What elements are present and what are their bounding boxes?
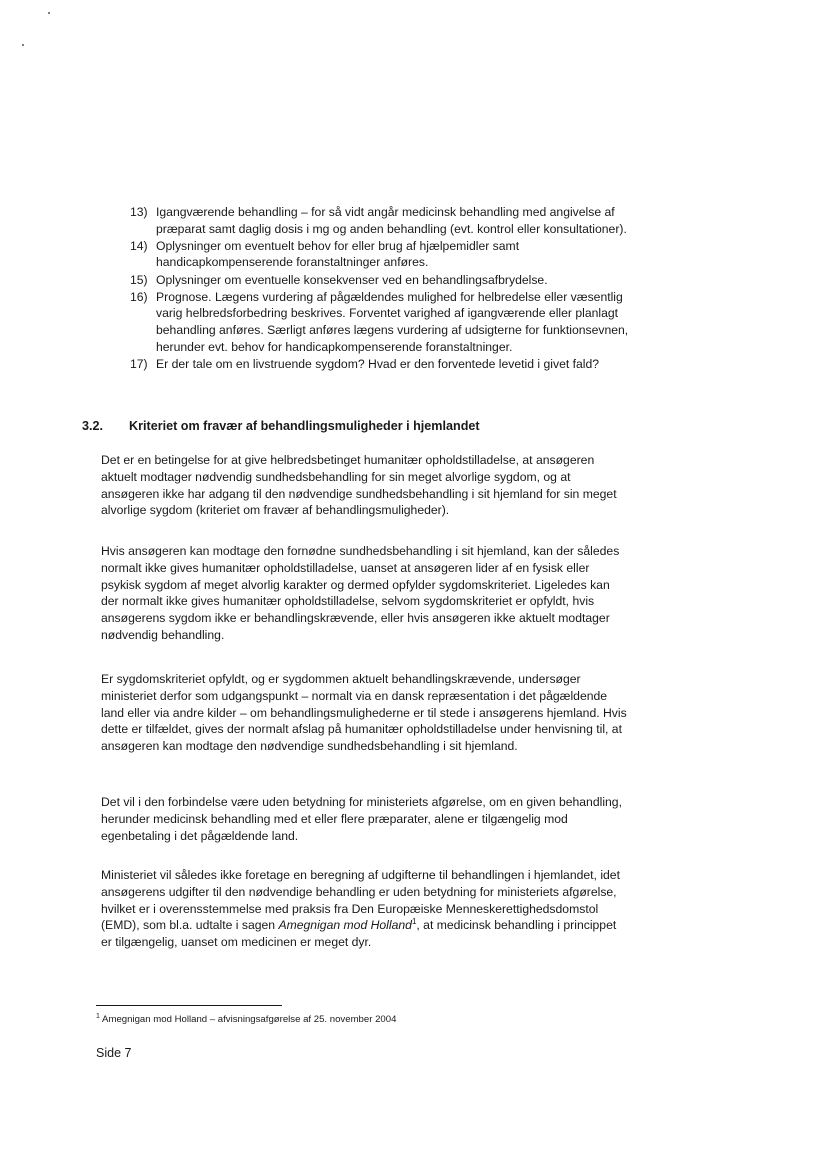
list-item-text: Oplysninger om eventuelle konsekvenser ved en behandlingsafbrydelse. [156,272,548,287]
list-item [130,272,630,289]
list-item-number: 13) [130,205,148,219]
paragraph: Det er en betingelse for at give helbredsbetinget humanitær opholdstilladelse, at ansøgeren aktuelt modtager nødvendig sundhedsbehandling for sin meget alvorlige sygdom, og at ansøgeren ikke har adgang til den nødvendige sundhedsbehandling i sit hjemland for sin meget alvorlige sygdom (kriteriet om fravær af behandlingsmuligheder). [101,453,617,518]
footnote-reference[interactable]: 1 [411,917,417,927]
page-number: Side 7 [96,1046,132,1060]
paragraph-text: Ministeriet vil således ikke foretage en beregning af udgifterne til behandlingen i hjemlandet, idet ansøgerens udgifter til den nødvendige behandling er uden betydning for ministeriets afgørelse, hvilket er i overensstemmelse med praksis fra Den Europæiske Menneskerettighedsdomstol (EMD), som bl.a. udtalte i sagen [101,868,620,933]
footnote-divider [96,1005,282,1006]
list-item-text: Igangværende behandling – for så vidt angår medicinsk behandling med angivelse af præparat samt daglig dosis i mg og anden behandling (evt. kontrol eller konsultationer). [156,205,627,236]
case-name: Amegnigan mod Holland [278,918,412,933]
footnote-marker: 1 [96,1012,100,1020]
list-item [130,356,630,373]
scan-speck [22,44,24,46]
list-item [130,204,630,237]
scan-speck [48,12,50,14]
section-title: Kriteriet om fravær af behandlingsmuligheder i hjemlandet [129,419,480,433]
numbered-list [130,204,630,373]
section-heading [82,418,642,434]
list-item-number: 15) [130,272,148,287]
list-item-text: Oplysninger om eventuelt behov for eller brug af hjælpemidler samt handicapkompenserende foranstaltninger anføres. [156,238,520,270]
list-item [130,289,630,355]
list-item-text: Prognose. Lægens vurdering af pågældendes mulighed for helbredelse eller væsentlig varig helbredsforbedring beskrives. Forventet varighed af igangværende eller planlagt behandling anføres. Særligt anføres lægens vurdering af udsigterne for funktionsevnen, herunder evt. behov for handicapkompenserende foranstaltninger. [156,289,629,354]
footnote-text: Amegnigan mod Holland – afvisningsafgørelse af 25. november 2004 [102,1014,397,1025]
footnote [96,1013,596,1026]
paragraph: Hvis ansøgeren kan modtage den fornødne sundhedsbehandling i sit hjemland, kan der således normalt ikke gives humanitær opholdstilladelse, uanset at ansøgeren lider af en fysisk eller psykisk sygdom af meget alvorlig karakter og dermed opfylder sygdomskriteriet. Ligeledes kan der normalt ikke gives humanitær opholdstilladelse, selvom sygdomskriteriet er opfyldt, hvis ansøgerens sygdom ikke er behandlingskrævende, eller hvis ansøgeren ikke aktuelt modtager nødvendig behandling. [101,544,620,642]
paragraph [101,867,629,951]
paragraph: Det vil i den forbindelse være uden betydning for ministeriets afgørelse, om en given behandling, herunder medicinsk behandling med et eller flere præparater, alene er tilgængelig mod egenbetaling i det pågældende land. [101,795,622,843]
list-item-text: Er der tale om en livstruende sygdom? Hvad er den forventede levetid i givet fald? [156,356,600,371]
section-number: 3.2. [82,419,104,433]
list-item-number: 17) [130,356,148,371]
list-item-number: 14) [130,238,148,253]
list-item-number: 16) [130,289,148,304]
paragraph: Er sygdomskriteriet opfyldt, og er sygdommen aktuelt behandlingskrævende, undersøger ministeriet derfor som udgangspunkt – normalt via en dansk repræsentation i det pågældende land eller via andre kilder – om behandlingsmulighederne er til stede i ansøgerens hjemland. Hvis dette er tilfældet, gives der normalt afslag på humanitær opholdstilladelse under henvisning til, at ansøgeren kan modtage den nødvendige sundhedsbehandling i sit hjemland. [101,672,627,754]
list-item [130,238,630,271]
paragraph-text: , at medicinsk behandling i princippet er tilgængelig, uanset om medicinen er meget dyr. [101,918,617,950]
